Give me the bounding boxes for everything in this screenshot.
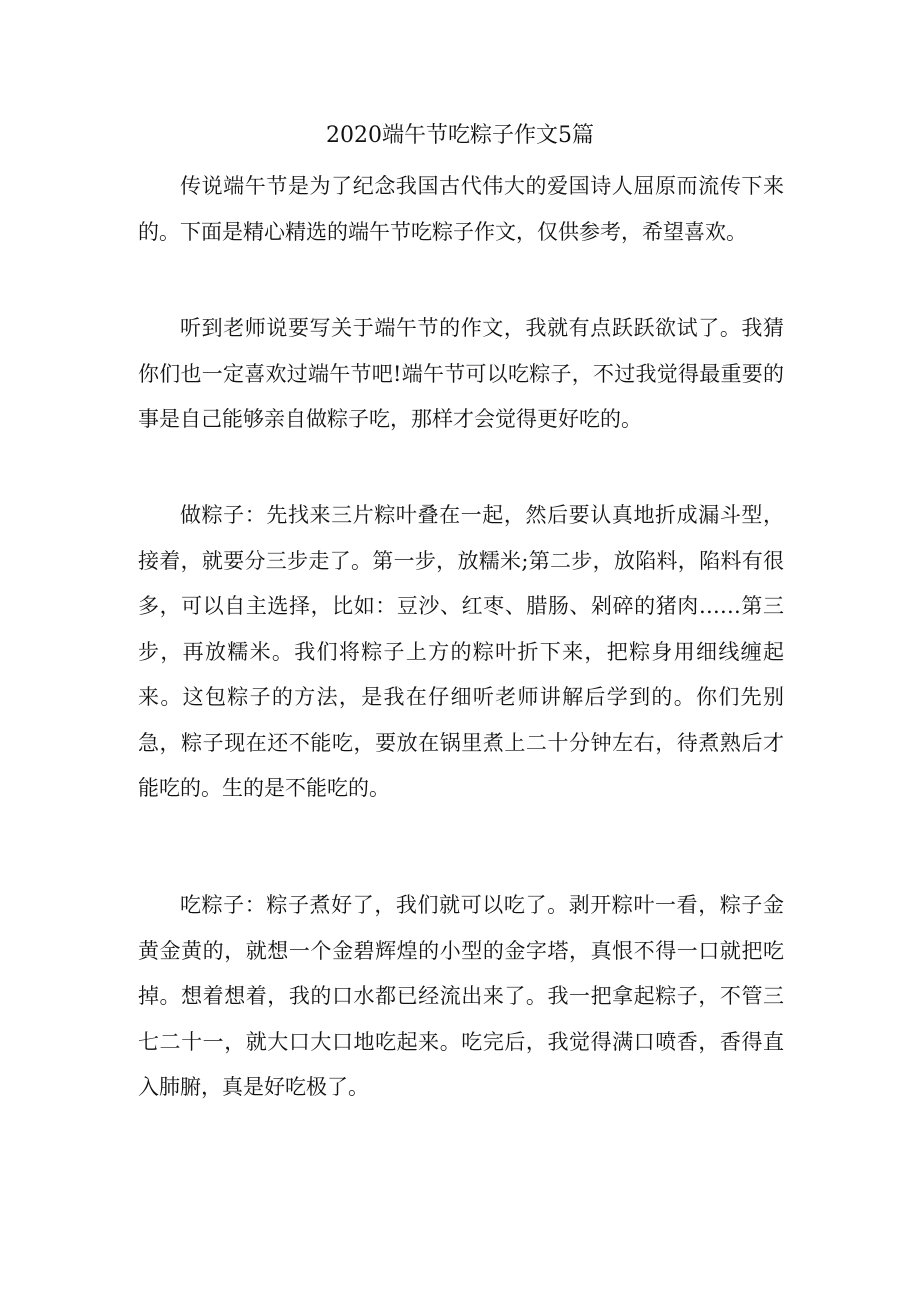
body-paragraph-1: 听到老师说要写关于端午节的作文，我就有点跃跃欲试了。我猜你们也一定喜欢过端午节吧!端午节可以吃粽子，不过我觉得最重要的事是自己能够亲自做粽子吃，那样才会觉得更好吃的。 <box>138 316 784 431</box>
body-paragraph-2: 做粽子：先找来三片粽叶叠在一起，然后要认真地折成漏斗型，接着，就要分三步走了。第一步，放糯米;第二步，放陷料，陷料有很多，可以自主选择，比如：豆沙、红枣、腊肠、剁碎的猪肉……第三步，再放糯米。我们将粽子上方的粽叶折下来，把粽身用细线缠起来。这包粽子的方法，是我在仔细听老师讲解后学到的。你们先别急，粽子现在还不能吃，要放在锅里煮上二十分钟左右，待煮熟后才能吃的。生的是不能吃的。 <box>138 503 784 800</box>
page-title: 2020端午节吃粽子作文5篇 <box>326 123 594 148</box>
intro-paragraph: 传说端午节是为了纪念我国古代伟大的爱国诗人屈原而流传下来的。下面是精心精选的端午节吃粽子作文，仅供参考，希望喜欢。 <box>138 174 784 244</box>
body-paragraph-3: 吃粽子：粽子煮好了，我们就可以吃了。剥开粽叶一看，粽子金黄金黄的，就想一个金碧辉煌的小型的金字塔，真恨不得一口就把吃掉。想着想着，我的口水都已经流出来了。我一把拿起粽子，不管三七二十一，就大口大口地吃起来。吃完后，我觉得满口喷香，香得直入肺腑，真是好吃极了。 <box>138 893 784 1099</box>
